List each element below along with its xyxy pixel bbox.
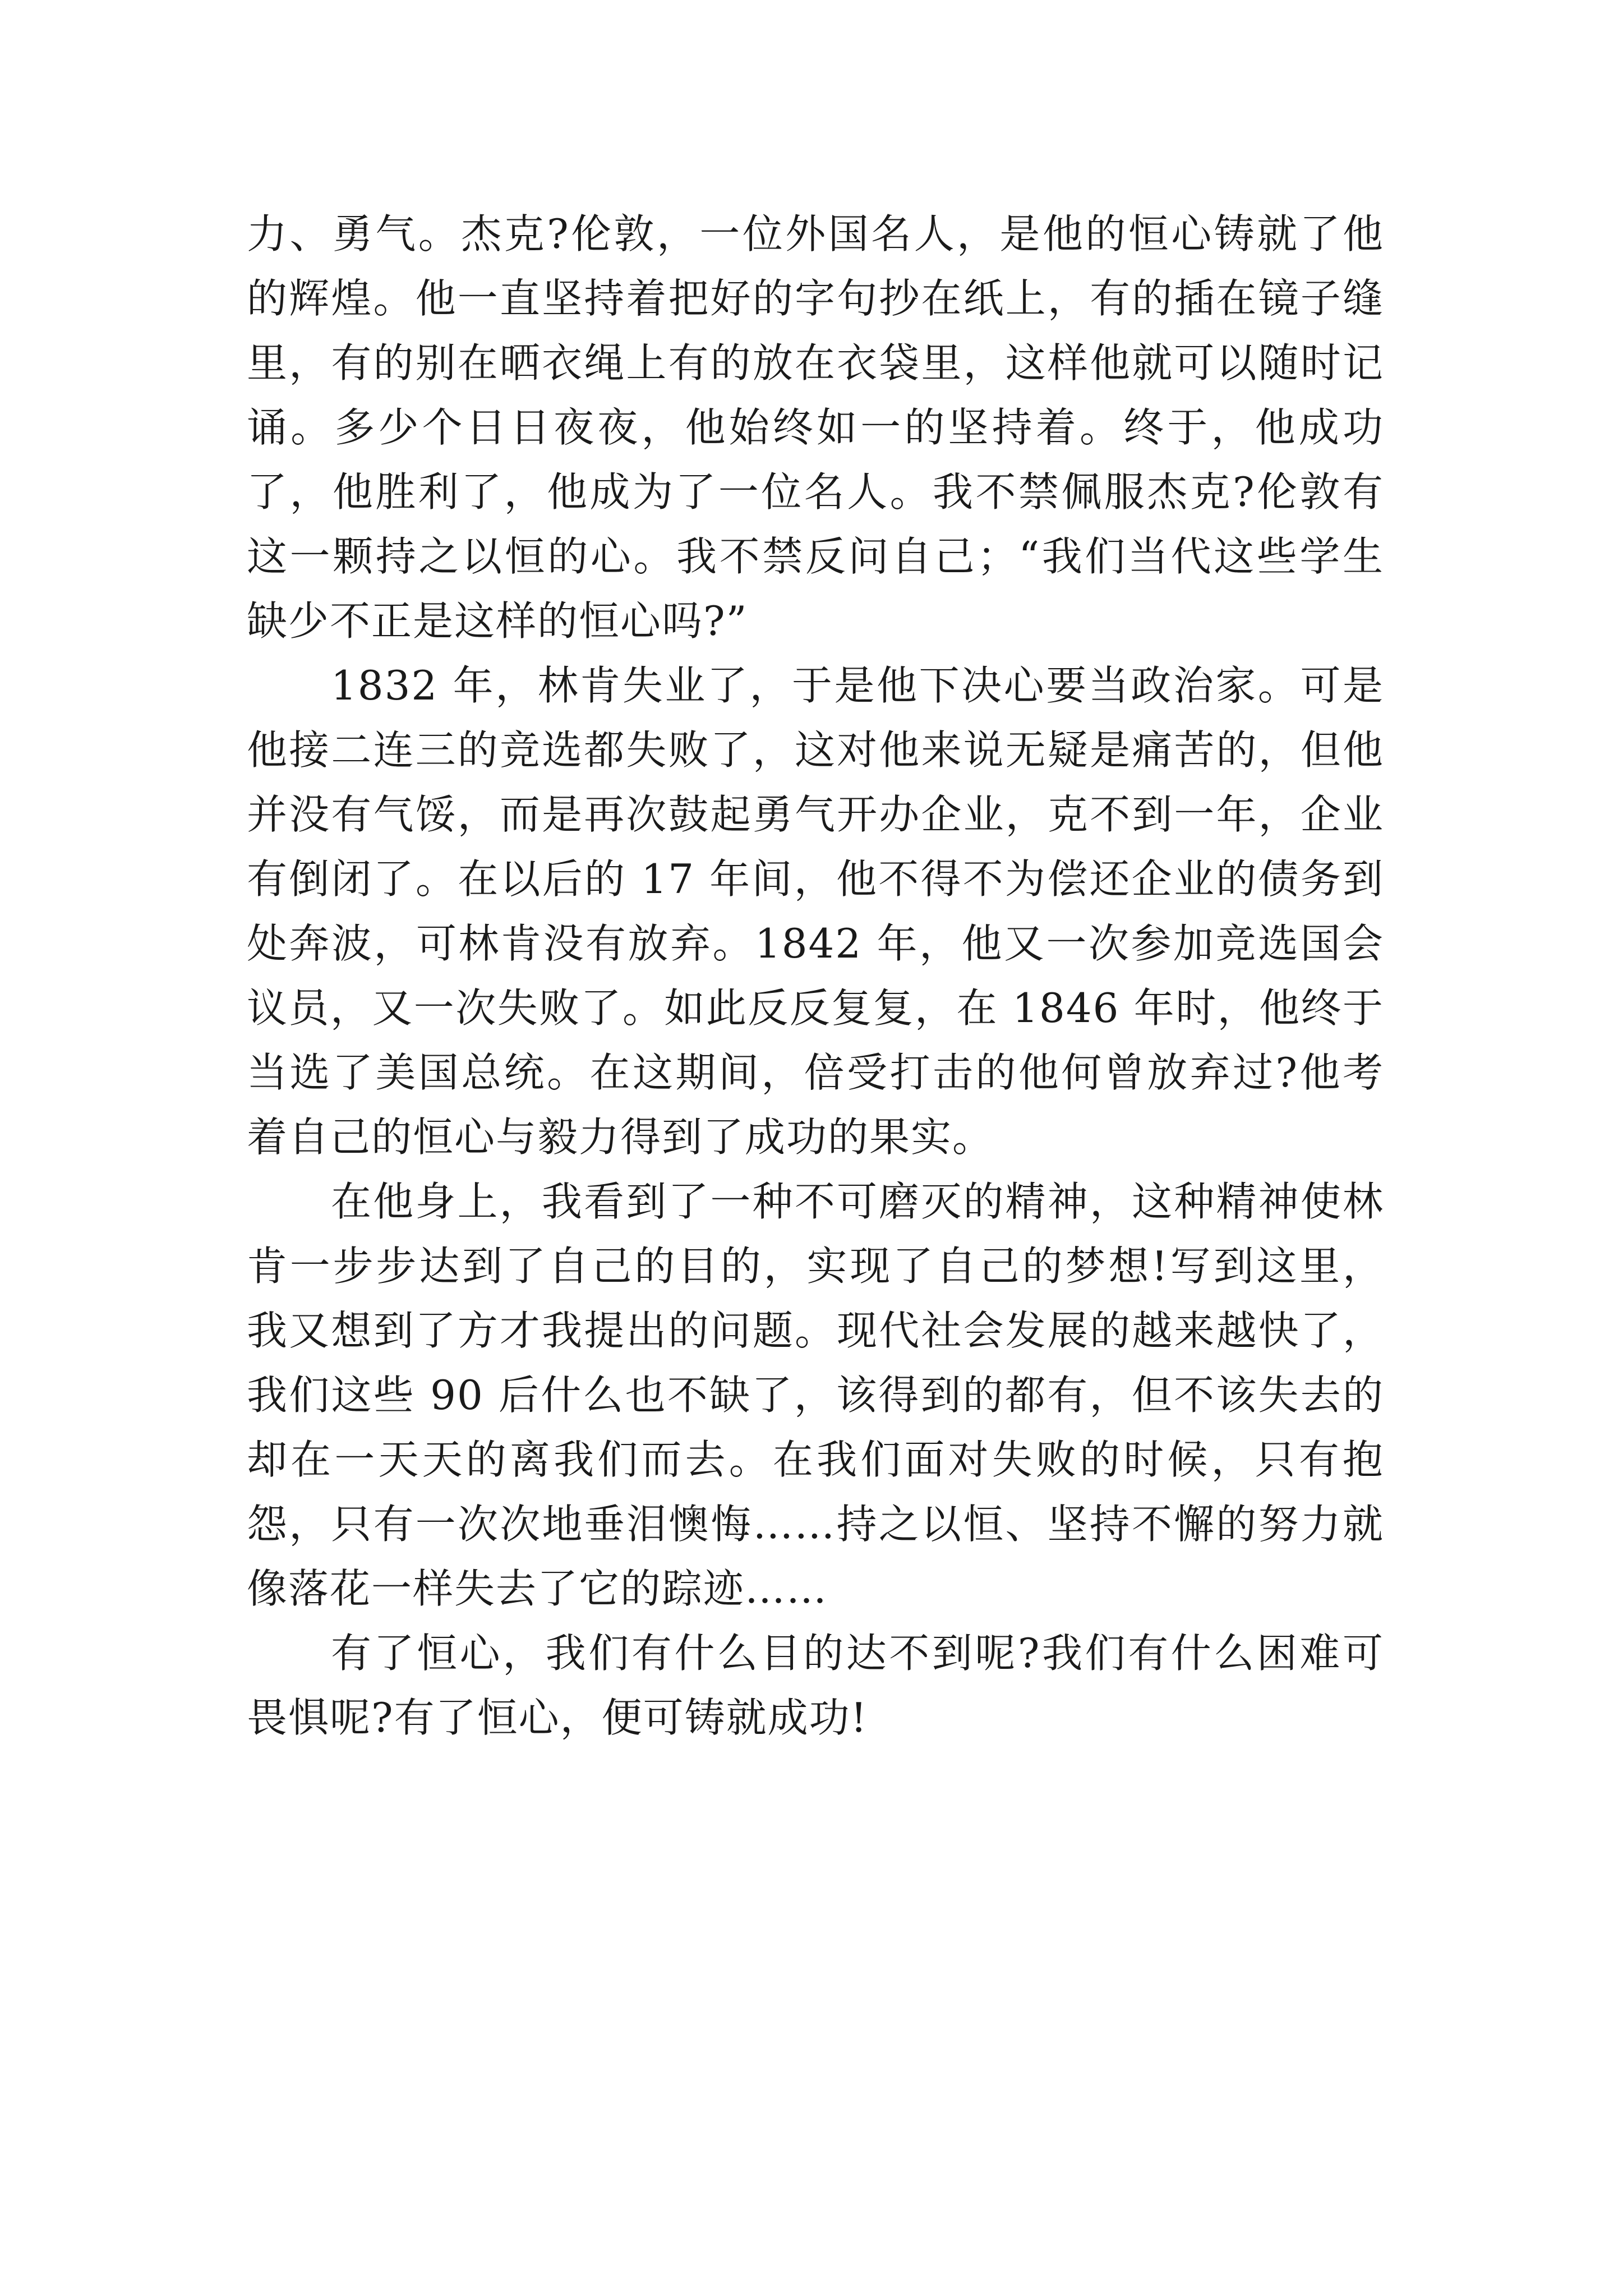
paragraph-lincoln: 1832 年，林肯失业了，于是他下决心要当政治家。可是他接二连三的竞选都失败了，这对他来说无疑是痛苦的，但他并没有气馁，而是再次鼓起勇气开办企业，克不到一年，企业有倒闭了。在以后的 17 年间，他不得不为偿还企业的债务到处奔波，可林肯没有放弃。1842 年，他又一次参加竞选国会议员，又一次失败了。如此反反复复，在 1846 年时，他终于当选了美国总统。在这期间，倍受打击的他何曾放弃过?他考着自己的恒心与毅力得到了成功的果实。: [247, 662, 1384, 1161]
paragraph-conclusion: 有了恒心，我们有什么目的达不到呢?我们有什么困难可畏惧呢?有了恒心，便可铸就成功!: [247, 1630, 1384, 1741]
paragraph-continuation: 力、勇气。杰克?伦敦，一位外国名人，是他的恒心铸就了他的辉煌。他一直坚持着把好的字句抄在纸上，有的插在镜子缝里，有的别在晒衣绳上有的放在衣袋里，这样他就可以随时记诵。多少个日日夜夜，他始终如一的坚持着。终于，他成功了，他胜利了，他成为了一位名人。我不禁佩服杰克?伦敦有这一颗持之以恒的心。我不禁反问自己；“我们当代这些学生缺少不正是这样的恒心吗?”: [247, 210, 1384, 645]
paragraph-reflection: 在他身上，我看到了一种不可磨灭的精神，这种精神使林肯一步步达到了自己的目的，实现了自己的梦想!写到这里，我又想到了方才我提出的问题。现代社会发展的越来越快了，我们这些 90 后什么也不缺了，该得到的都有，但不该失去的却在一天天的离我们而去。在我们面对失败的时候，只有抱怨，只有一次次地垂泪懊悔……持之以恒、坚持不懈的努力就像落花一样失去了它的踪迹……: [247, 1178, 1384, 1612]
document-body: [247, 202, 1384, 1750]
